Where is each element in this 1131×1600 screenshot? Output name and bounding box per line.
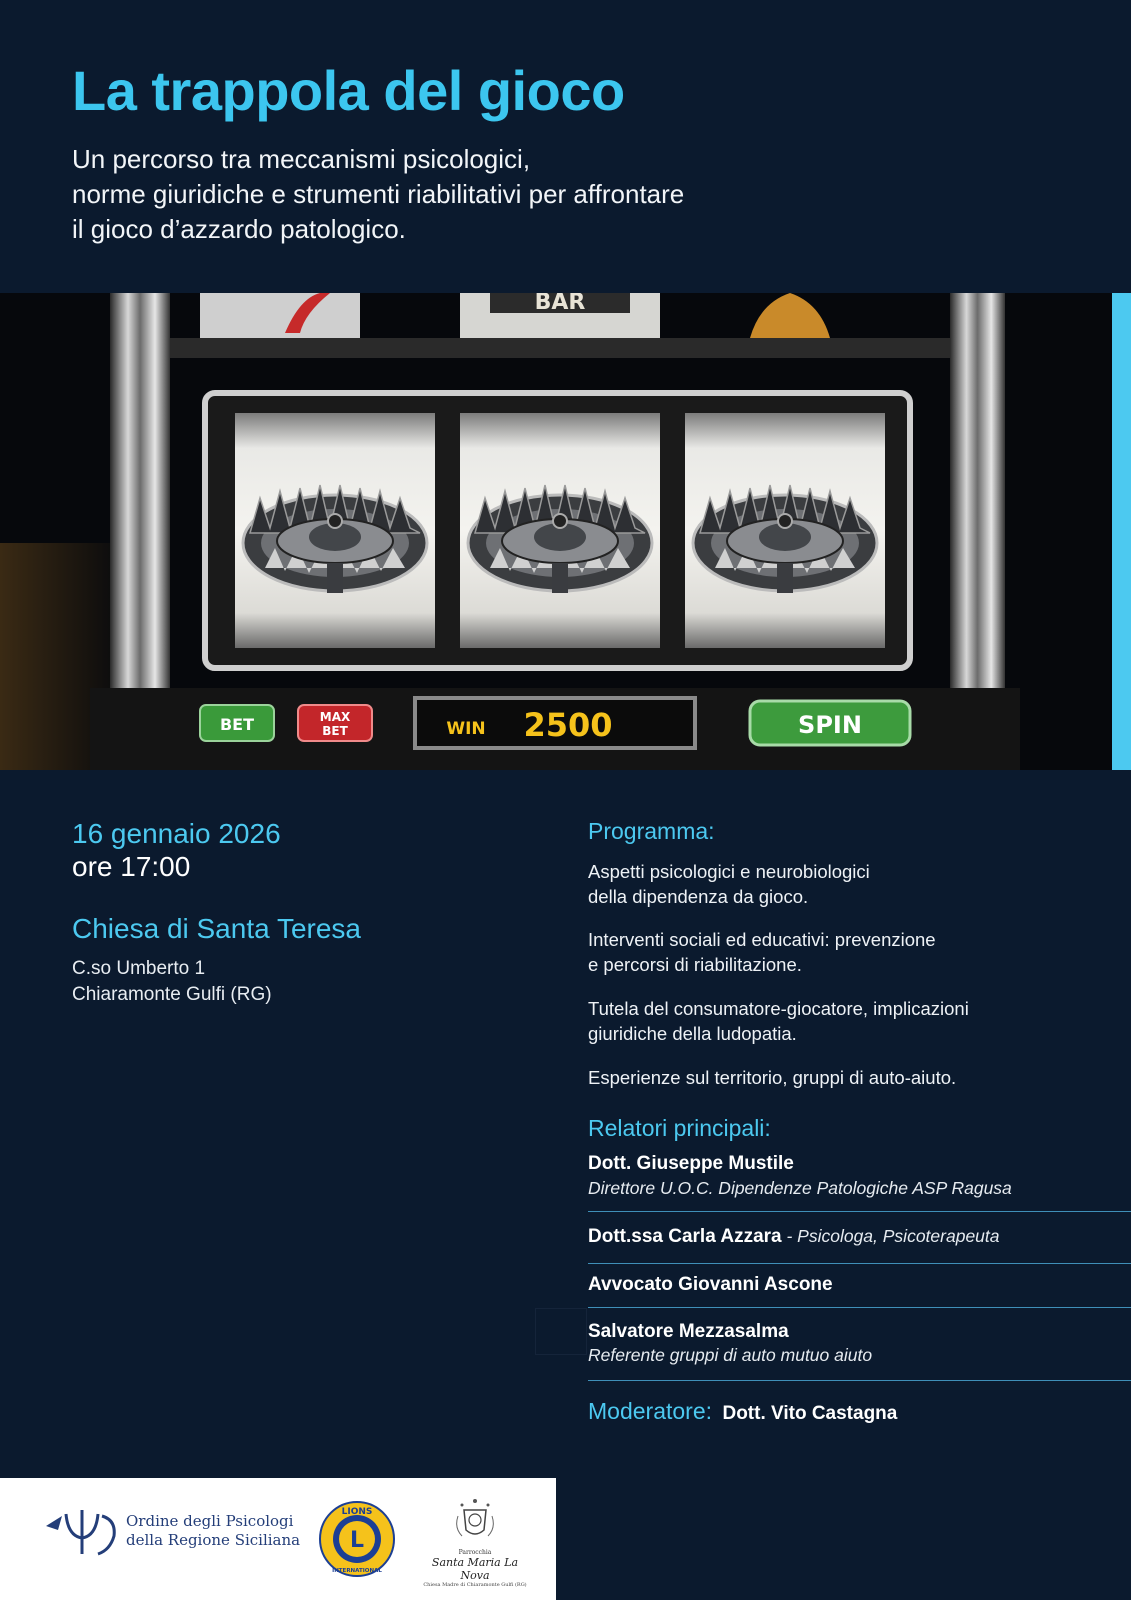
moderator xyxy=(588,1398,1108,1425)
psy-line: Ordine degli Psicologi xyxy=(126,1512,294,1530)
program-item-line: giuridiche della ludopatia. xyxy=(588,1023,797,1044)
divider xyxy=(588,1211,1131,1212)
parish-line: Parrocchia xyxy=(458,1549,492,1556)
event-venue: Chiesa di Santa Teresa xyxy=(72,913,361,944)
moderator-name: Dott. Vito Castagna xyxy=(722,1403,898,1424)
speaker-separator: - xyxy=(781,1226,798,1246)
parish-line: Chiesa Madre di Chiaramonte Gulfi (RG) xyxy=(423,1582,527,1588)
psychologists-order-text xyxy=(126,1512,300,1550)
speaker-name: Dott. Giuseppe Mustile xyxy=(588,1153,794,1174)
subtitle-line: il gioco d’azzardo patologico. xyxy=(72,214,406,244)
sponsor-logos xyxy=(0,1478,556,1600)
parish-crest-icon xyxy=(452,1496,498,1542)
win-label: WIN xyxy=(446,719,486,739)
speaker-role: Psicologa, Psicoterapeuta xyxy=(797,1226,1000,1246)
speakers-heading: Relatori principali: xyxy=(588,1115,771,1141)
bet-button-label: BET xyxy=(219,715,255,734)
program-item xyxy=(588,1065,1108,1090)
subtitle-line: norme giuridiche e strumenti riabilitativi per affrontare xyxy=(72,179,685,209)
program-item xyxy=(588,859,1108,909)
psy-line: della Regione Siciliana xyxy=(126,1531,301,1549)
speaker-name: Avvocato Giovanni Ascone xyxy=(588,1274,833,1295)
speaker-role: Direttore U.O.C. Dipendenze Patologiche ASP Ragusa xyxy=(588,1178,1012,1198)
lions-letter: L xyxy=(349,1528,365,1553)
divider xyxy=(588,1263,1131,1264)
program-item-line: della dipendenza da gioco. xyxy=(588,886,809,907)
slot-machine-image xyxy=(0,293,1112,770)
page-title: La trappola del gioco xyxy=(72,59,625,122)
lions-text: LIONS xyxy=(341,1507,373,1517)
program-item xyxy=(588,996,1108,1046)
event-date: 16 gennaio 2026 xyxy=(72,818,281,849)
speaker-role: Referente gruppi di auto mutuo aiuto xyxy=(588,1345,873,1365)
parish-logo xyxy=(420,1496,530,1588)
bar-symbol: BAR xyxy=(534,293,586,315)
program-item-line: Aspetti psicologici e neurobiologici xyxy=(588,861,870,882)
spin-label: SPIN xyxy=(798,711,862,739)
divider xyxy=(588,1307,1131,1308)
max-bet-label-1: MAX xyxy=(319,710,351,724)
event-time: ore 17:00 xyxy=(72,851,191,882)
address-line: Chiaramonte Gulfi (RG) xyxy=(72,984,272,1005)
subtitle-line: Un percorso tra meccanismi psicologici, xyxy=(72,144,531,174)
speaker-entry xyxy=(588,1226,1108,1248)
program-item-line: e percorsi di riabilitazione. xyxy=(588,954,802,975)
program-item-line: Interventi sociali ed educativi: prevenzione xyxy=(588,929,936,950)
speaker-name: Dott.ssa Carla Azzara xyxy=(588,1226,782,1247)
win-value: 2500 xyxy=(523,706,613,744)
subtitle xyxy=(72,142,832,247)
lions-club-logo xyxy=(318,1500,396,1578)
program-heading: Programma: xyxy=(588,818,715,844)
program-item xyxy=(588,927,1108,977)
divider xyxy=(588,1380,1131,1381)
accent-bar xyxy=(1112,293,1131,770)
event-address xyxy=(72,956,272,1008)
speaker-name: Salvatore Mezzasalma xyxy=(588,1321,789,1342)
decorative-box xyxy=(535,1308,587,1355)
program-item-line: Esperienze sul territorio, gruppi di auto-aiuto. xyxy=(588,1067,957,1088)
max-bet-label-2: BET xyxy=(322,724,348,738)
address-line: C.so Umberto 1 xyxy=(72,958,206,979)
moderator-label: Moderatore: xyxy=(588,1398,713,1424)
parish-name: Santa Maria La Nova xyxy=(431,1556,519,1582)
program-item-line: Tutela del consumatore-giocatore, implicazioni xyxy=(588,998,969,1019)
lions-text: INTERNATIONAL xyxy=(332,1568,382,1574)
psychologists-order-logo xyxy=(44,1506,122,1558)
